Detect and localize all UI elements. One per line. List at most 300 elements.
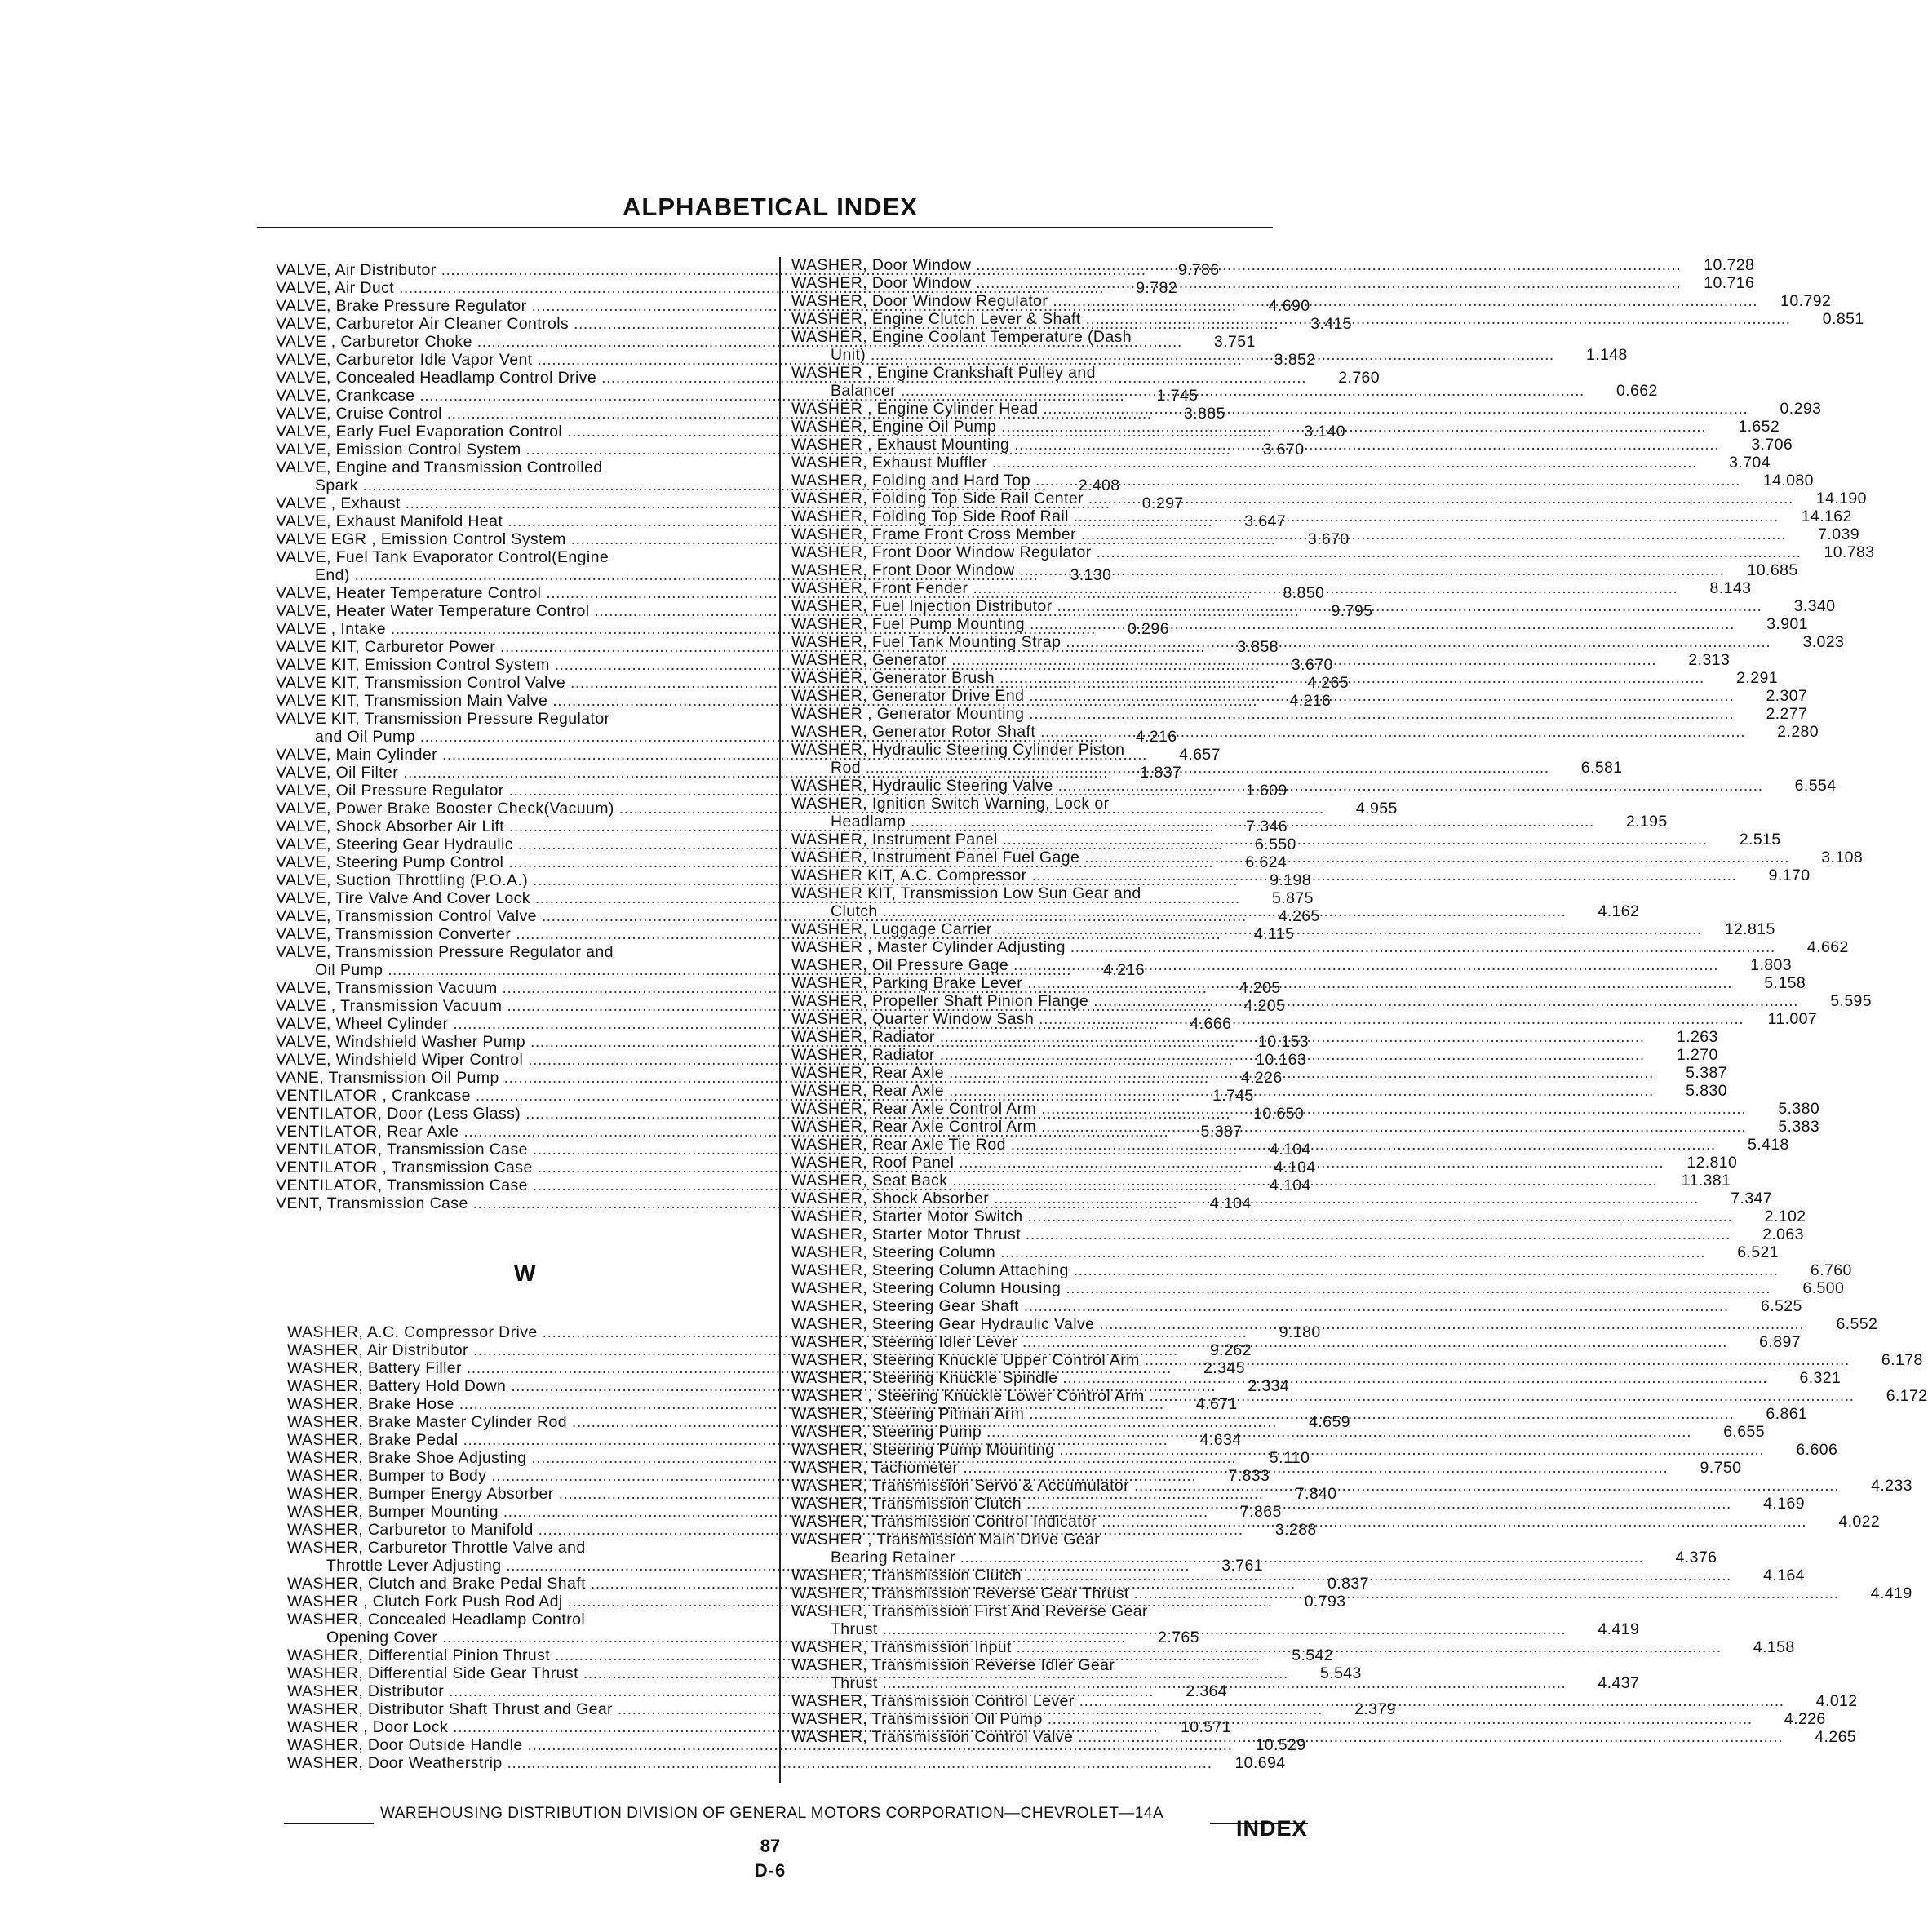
index-entry-name: VENTILATOR , Crankcase ..... (276, 1087, 1181, 1105)
index-entry-name: WASHER , Master Cylinder Adjusting ..... (791, 938, 1775, 956)
index-entry (791, 938, 1849, 956)
index-entry-name: WASHER, Engine Clutch Lever & Shaft ..... (791, 310, 1791, 328)
index-entry-page-ref: 4.671 (1195, 1395, 1238, 1413)
index-entry (791, 256, 1755, 274)
index-entry (791, 1225, 1804, 1243)
index-entry-name: WASHER, Bumper Mounting ..... (287, 1503, 1208, 1521)
page-number: 87 (760, 1836, 781, 1856)
index-entry-page-ref: 6.554 (1794, 777, 1837, 795)
index-entry-page-ref: 3.852 (1274, 351, 1316, 369)
index-entry-page-ref: 4.437 (1598, 1674, 1640, 1692)
index-entry-name-line2: Clutch ..... (791, 902, 1566, 920)
index-entry-name: WASHER, Bumper to Body ..... (287, 1467, 1196, 1485)
index-entry-name-line2: and Oil Pump ..... (276, 728, 1104, 746)
index-entry-page-ref: 5.542 (1292, 1646, 1334, 1664)
index-entry (791, 436, 1793, 454)
index-entry (791, 1333, 1801, 1351)
index-entry-page-ref: 7.840 (1295, 1485, 1337, 1503)
index-entry-page-ref: 10.650 (1253, 1105, 1305, 1123)
index-entry-name: VALVE, Steering Pump Control ..... (276, 853, 1213, 871)
index-entry-name: VALVE, Air Duct ..... (276, 279, 1104, 297)
index-entry (791, 1190, 1773, 1208)
footer-index-label: INDEX (1236, 1816, 1308, 1841)
index-entry-name: VENTILATOR , Transmission Case ..... (276, 1159, 1243, 1176)
index-entry (791, 1172, 1731, 1190)
index-entry-name: WASHER, Tachometer ..... (791, 1459, 1668, 1477)
index-entry-page-ref: 10.153 (1257, 1033, 1309, 1051)
index-entry-name-line2: Spark ..... (276, 476, 1047, 494)
index-entry-name-line1: WASHER KIT, Transmission Low Sun Gear and (791, 884, 1141, 902)
index-entry-name: WASHER , Generator Mounting ..... (791, 705, 1734, 723)
index-entry-page-ref: 3.901 (1766, 615, 1808, 633)
index-entry-page-ref: 6.521 (1737, 1243, 1780, 1261)
index-entry (791, 543, 1875, 561)
index-entry (791, 974, 1806, 992)
index-entry-name-line1: WASHER, Transmission First And Reverse Gear (791, 1602, 1148, 1620)
index-entry-name: WASHER, Transmission Clutch ..... (791, 1495, 1731, 1513)
index-entry-page-ref: 4.376 (1675, 1549, 1717, 1566)
index-entry-page-ref: 8.850 (1283, 584, 1325, 602)
index-entry (791, 1495, 1805, 1513)
index-entry-page-ref: 4.666 (1190, 1015, 1232, 1033)
index-entry-page-ref: 6.897 (1759, 1333, 1801, 1351)
index-entry-page-ref: 6.500 (1802, 1279, 1845, 1297)
index-entry (791, 1028, 1718, 1046)
index-entry-page-ref: 3.704 (1729, 454, 1771, 472)
index-entry-page-ref: 14.162 (1801, 507, 1852, 525)
index-entry-name: VALVE, Power Brake Booster Check(Vacuum) ..... (276, 800, 1324, 818)
index-entry-name: WASHER, Exhaust Muffler ..... (791, 454, 1697, 472)
index-entry-name: WASHER, Steering Column Housing ..... (791, 1279, 1771, 1297)
index-entry-name: WASHER, Generator Brush ..... (791, 669, 1704, 687)
index-entry-name: WASHER, Steering Pump Mounting ..... (791, 1441, 1764, 1459)
index-entry-page-ref: 4.690 (1268, 297, 1310, 315)
index-entry-page-ref: 10.783 (1824, 543, 1875, 561)
index-entry-page-ref: 1.803 (1750, 956, 1793, 974)
index-entry-page-ref: 1.148 (1585, 346, 1628, 364)
index-entry-page-ref: 4.022 (1838, 1513, 1881, 1531)
index-entry-page-ref: 1.263 (1676, 1028, 1718, 1046)
index-entry (791, 956, 1793, 974)
index-entry (791, 490, 1867, 507)
index-entry-name: WASHER, Folding Top Side Roof Rail ..... (791, 507, 1779, 525)
index-entry-name: VALVE KIT, Carburetor Power ..... (276, 638, 1205, 656)
index-entry-page-ref: 6.624 (1245, 853, 1288, 871)
index-entry-page-ref: 4.205 (1239, 979, 1281, 997)
index-entry-name-line1: WASHER, Hydraulic Steering Cylinder Piston (791, 741, 1125, 759)
index-entry-name: VANE, Transmission Oil Pump ..... (276, 1069, 1209, 1087)
index-entry-name: WASHER, Brake Hose ..... (287, 1395, 1164, 1413)
index-entry-name: WASHER, Differential Pinion Thrust ..... (287, 1646, 1260, 1664)
index-entry-name-line2: Thrust ..... (791, 1620, 1566, 1638)
index-entry-name-line1: WASHER, Carburetor Throttle Valve and (287, 1539, 586, 1557)
index-entry-name: VALVE, Main Cylinder ..... (276, 746, 1147, 764)
index-entry-name: WASHER, Starter Motor Switch ..... (791, 1208, 1732, 1225)
footer-text: WAREHOUSING DISTRIBUTION DIVISION OF GENERAL MOTORS CORPORATION—CHEVROLET—14A (380, 1805, 1164, 1822)
index-entry-name: WASHER , Engine Cylinder Head ..... (791, 400, 1748, 418)
index-entry-page-ref: 4.233 (1871, 1477, 1912, 1495)
index-entry-name: WASHER, Folding Top Side Rail Center ..... (791, 490, 1793, 507)
index-entry-page-ref: 3.751 (1213, 333, 1256, 351)
index-entry-name-line1: VALVE, Transmission Pressure Regulator and (276, 943, 614, 961)
index-entry-page-ref: 4.226 (1240, 1069, 1283, 1087)
index-entry-name: VALVE, Brake Pressure Regulator ..... (276, 297, 1236, 315)
index-entry-page-ref: 4.104 (1274, 1159, 1316, 1176)
index-entry-page-ref: 9.782 (1136, 279, 1177, 297)
index-entry-name: WASHER, Steering Pitman Arm ..... (791, 1405, 1734, 1423)
index-entry-page-ref: 5.383 (1778, 1118, 1820, 1136)
index-entry-name (791, 1602, 1566, 1638)
index-entry (791, 831, 1781, 849)
index-entry-page-ref: 4.226 (1784, 1710, 1826, 1728)
index-entry-name (791, 328, 1554, 364)
index-entry-page-ref: 3.647 (1244, 512, 1287, 530)
index-entry-page-ref: 4.104 (1209, 1194, 1252, 1212)
index-entry (791, 1064, 1727, 1082)
index-entry-page-ref: 2.379 (1354, 1700, 1396, 1718)
index-entry-page-ref: 6.172 (1886, 1387, 1928, 1405)
index-entry-page-ref: 5.387 (1686, 1064, 1727, 1082)
index-entry-name: WASHER, Generator Drive End ..... (791, 687, 1734, 705)
index-entry-name: WASHER KIT, A.C. Compressor ..... (791, 866, 1736, 884)
page-title: ALPHABETICAL INDEX (623, 193, 918, 221)
index-entry-page-ref: 3.761 (1221, 1557, 1264, 1575)
index-entry-name: WASHER, Starter Motor Thrust ..... (791, 1225, 1731, 1243)
index-entry-name: WASHER, Brake Pedal ..... (287, 1431, 1168, 1449)
index-entry-name: WASHER, Door Window Regulator ..... (791, 292, 1757, 310)
index-entry (791, 1082, 1727, 1100)
index-entry-page-ref: 3.670 (1291, 656, 1333, 674)
index-entry-page-ref: 5.158 (1764, 974, 1806, 992)
index-entry-page-ref: 3.706 (1751, 436, 1793, 454)
index-entry-name: WASHER, Rear Axle ..... (791, 1064, 1654, 1082)
index-entry-name: WASHER , Exhaust Mounting ..... (791, 436, 1719, 454)
index-entry-page-ref: 5.110 (1269, 1449, 1310, 1467)
index-entry-name: VALVE, Suction Throttling (P.O.A.) ..... (276, 871, 1238, 889)
index-entry-page-ref: 3.670 (1262, 441, 1305, 459)
index-entry-name: WASHER, Door Weatherstrip ..... (287, 1754, 1212, 1772)
index-entry-page-ref: 4.265 (1279, 907, 1320, 925)
index-entry-page-ref: 10.694 (1234, 1754, 1286, 1772)
index-entry (791, 1387, 1928, 1405)
index-entry-page-ref: 1.652 (1738, 418, 1780, 436)
index-entry (791, 1531, 1717, 1566)
index-entry-page-ref: 7.039 (1818, 525, 1859, 543)
index-entry-name-line2: Oil Pump ..... (276, 961, 1071, 979)
index-entry-page-ref: 3.885 (1183, 405, 1225, 423)
index-entry-name: WASHER, Transmission Control Indicator ..... (791, 1513, 1806, 1531)
index-entry-page-ref: 0.297 (1141, 494, 1184, 512)
index-entry-name: VALVE, Heater Water Temperature Control ..... (276, 602, 1299, 620)
index-entry-name: VALVE, Transmission Control Valve ..... (276, 907, 1247, 925)
index-entry-name: WASHER, Door Window ..... (791, 274, 1681, 292)
index-entry-page-ref: 5.830 (1686, 1082, 1727, 1100)
index-entry-page-ref: 8.143 (1709, 579, 1752, 597)
index-entry-page-ref: 2.765 (1158, 1628, 1199, 1646)
index-entry-page-ref: 2.291 (1736, 669, 1778, 687)
index-entry-name: WASHER, Rear Axle Control Arm ..... (791, 1100, 1746, 1118)
index-entry-name: VALVE, Transmission Vacuum ..... (276, 979, 1208, 997)
index-entry-name: WASHER, Steering Pump ..... (791, 1423, 1691, 1441)
index-entry (791, 705, 1808, 723)
index-entry-name-line2: Opening Cover ..... (287, 1628, 1126, 1646)
index-entry-page-ref: 6.550 (1255, 835, 1296, 853)
index-entry-name: VALVE KIT, Transmission Control Valve ..... (276, 674, 1275, 692)
index-entry-name: WASHER, Frame Front Cross Member ..... (791, 525, 1786, 543)
index-entry-page-ref: 7.833 (1228, 1467, 1270, 1485)
index-entry-page-ref: 3.023 (1802, 633, 1845, 651)
index-entry-name-line1: WASHER, Engine Coolant Temperature (Dash (791, 328, 1132, 346)
index-entry-name: WASHER, Carburetor to Manifold ..... (287, 1521, 1243, 1539)
index-entry-name: WASHER, Engine Oil Pump ..... (791, 418, 1706, 436)
index-entry-name: VALVE, Heater Temperature Control ..... (276, 584, 1251, 602)
index-entry-name: VALVE, Early Fuel Evaporation Control ..... (276, 423, 1272, 441)
index-entry-name: WASHER, Folding and Hard Top ..... (791, 472, 1740, 490)
index-entry-name: VALVE KIT, Transmission Main Valve ..... (276, 692, 1257, 710)
index-entry (791, 723, 1819, 741)
index-entry-name: WASHER, Clutch and Brake Pedal Shaft ..... (287, 1575, 1296, 1593)
index-entry-name-line1: WASHER, Transmission Reverse Idler Gear (791, 1656, 1115, 1674)
index-entry-name: WASHER , Steering Knuckle Lower Control Arm ..... (791, 1387, 1855, 1405)
index-entry-page-ref: 4.216 (1289, 692, 1332, 710)
index-entry-page-ref: 7.346 (1246, 818, 1288, 835)
index-entry-page-ref: 3.415 (1310, 315, 1353, 333)
index-entry-name: WASHER, Transmission Input ..... (791, 1638, 1722, 1656)
title-rule (257, 227, 1273, 228)
column-divider (779, 257, 781, 1783)
index-entry-page-ref: 2.280 (1777, 723, 1819, 741)
index-entry-name: WASHER, Fuel Pump Mounting ..... (791, 615, 1735, 633)
index-entry-name: WASHER, Transmission Reverse Gear Thrust ..... (791, 1584, 1839, 1602)
index-entry-name: WASHER, Radiator ..... (791, 1028, 1645, 1046)
index-entry-name-line2: Thrust ..... (791, 1674, 1566, 1692)
index-entry-page-ref: 5.595 (1830, 992, 1873, 1010)
index-entry-name: VALVE, Air Distributor ..... (276, 261, 1146, 279)
index-entry-page-ref: 4.657 (1179, 746, 1221, 764)
index-entry-name: WASHER, Quarter Window Sash ..... (791, 1010, 1744, 1028)
index-entry (791, 1010, 1818, 1028)
index-entry-page-ref: 10.163 (1256, 1051, 1307, 1069)
index-entry-name-line1: WASHER, Concealed Headlamp Control (287, 1611, 586, 1628)
index-entry (791, 1136, 1789, 1154)
index-entry-name: WASHER, Distributor ..... (287, 1682, 1154, 1700)
index-entry (791, 274, 1755, 292)
index-entry-page-ref: 2.313 (1688, 651, 1731, 669)
index-entry-page-ref: 12.815 (1724, 920, 1775, 938)
index-entry (791, 1297, 1802, 1315)
index-entry (791, 1208, 1806, 1225)
index-entry (791, 454, 1771, 472)
index-entry (791, 400, 1822, 418)
index-entry (791, 1423, 1765, 1441)
index-entry (791, 777, 1837, 795)
index-entry-name: WASHER, Steering Knuckle Spindle ..... (791, 1369, 1767, 1387)
index-entry-page-ref: 0.296 (1128, 620, 1169, 638)
index-entry-page-ref: 5.875 (1272, 889, 1314, 907)
index-entry-page-ref: 2.515 (1739, 831, 1781, 849)
index-entry-name: WASHER, Rear Axle Tie Rod ..... (791, 1136, 1716, 1154)
index-entry (791, 1728, 1857, 1746)
index-entry-name: VENTILATOR, Door (Less Glass) ..... (276, 1105, 1230, 1123)
index-entry-name: WASHER, Shock Absorber ..... (791, 1190, 1699, 1208)
index-entry-page-ref: 7.347 (1731, 1190, 1773, 1208)
index-entry-name: WASHER, Fuel Tank Mounting Strap ..... (791, 633, 1771, 651)
index-entry-name: VENTILATOR, Transmission Case ..... (276, 1141, 1238, 1159)
index-entry (791, 866, 1811, 884)
index-entry-name: WASHER, Transmission Oil Pump ..... (791, 1710, 1753, 1728)
index-entry-name-line2: End) ..... (276, 566, 1038, 584)
index-entry-name: WASHER, A.C. Compressor Drive ..... (287, 1323, 1248, 1341)
index-entry-name: VALVE EGR , Emission Control System ..... (276, 530, 1276, 548)
index-entry (791, 1100, 1820, 1118)
index-entry-page-ref: 0.837 (1327, 1575, 1369, 1593)
index-entry-name-line1: VALVE KIT, Transmission Pressure Regulator (276, 710, 610, 728)
index-entry (791, 1279, 1845, 1297)
index-entry-page-ref: 4.659 (1309, 1413, 1350, 1431)
index-entry-page-ref: 5.387 (1200, 1123, 1243, 1141)
index-entry-name (791, 741, 1549, 777)
index-entry-page-ref: 0.662 (1616, 382, 1658, 400)
index-entry-name: WASHER, Transmission Control Valve ..... (791, 1728, 1783, 1746)
index-entry-page-ref: 9.262 (1210, 1341, 1252, 1359)
index-entry-name: VALVE, Carburetor Idle Vapor Vent ..... (276, 351, 1242, 369)
index-entry-page-ref: 2.063 (1762, 1225, 1804, 1243)
index-entry-page-ref: 3.340 (1793, 597, 1836, 615)
index-entry-name: WASHER, Battery Hold Down ..... (287, 1377, 1216, 1395)
index-entry-name: WASHER, Distributor Shaft Thrust and Gear ..... (287, 1700, 1323, 1718)
index-entry-name: WASHER, Steering Idler Lever ..... (791, 1333, 1727, 1351)
index-entry-name: VALVE, Shock Absorber Air Lift ..... (276, 818, 1214, 835)
index-entry-name-line1: WASHER , Transmission Main Drive Gear (791, 1531, 1101, 1549)
index-entry-name: WASHER, Steering Column Attaching ..... (791, 1261, 1779, 1279)
index-entry-name: VALVE, Cruise Control ..... (276, 405, 1152, 423)
index-entry-name: WASHER, Transmission Servo & Accumulator ..... (791, 1477, 1839, 1495)
index-entry-name: WASHER, Generator Rotor Shaft ..... (791, 723, 1745, 741)
index-entry-name-line2: Bearing Retainer ..... (791, 1549, 1643, 1566)
index-entry-name: WASHER, Parking Brake Lever ..... (791, 974, 1732, 992)
index-entry-name-line1: VALVE, Fuel Tank Evaporator Control(Engine (276, 548, 609, 566)
index-entry-name: WASHER, Steering Gear Hydraulic Valve ..... (791, 1315, 1804, 1333)
index-entry (791, 1046, 1718, 1064)
index-entry-page-ref: 0.851 (1822, 310, 1864, 328)
index-entry-name: VALVE , Intake ..... (276, 620, 1096, 638)
index-entry-page-ref: 12.810 (1686, 1154, 1738, 1172)
index-entry-name-line1: WASHER, Ignition Switch Warning, Lock or (791, 795, 1110, 813)
index-entry-name: WASHER, Differential Side Gear Thrust ..... (287, 1664, 1288, 1682)
index-entry-name: VENT, Transmission Case ..... (276, 1194, 1178, 1212)
index-entry-page-ref: 14.080 (1762, 472, 1814, 490)
index-entry-page-ref: 1.609 (1245, 782, 1288, 800)
index-entry-page-ref: 2.334 (1248, 1377, 1290, 1395)
index-entry-name: VALVE, Steering Gear Hydraulic ..... (276, 835, 1223, 853)
index-entry-name: VALVE, Transmission Converter ..... (276, 925, 1221, 943)
index-entry-page-ref: 6.321 (1799, 1369, 1842, 1387)
index-entry-name: WASHER, Propeller Shaft Pinion Flange ..... (791, 992, 1798, 1010)
index-entry (791, 472, 1814, 490)
index-entry-page-ref: 6.552 (1836, 1315, 1878, 1333)
index-entry (287, 1754, 1286, 1772)
index-entry-page-ref: 4.634 (1199, 1431, 1242, 1449)
index-entry-page-ref: 4.216 (1135, 728, 1177, 746)
index-entry-name: VALVE KIT, Emission Control System ..... (276, 656, 1260, 674)
index-entry-name-line2: Rod ..... (791, 759, 1549, 777)
index-entry-page-ref: 1.745 (1212, 1087, 1254, 1105)
index-entry-page-ref: 3.140 (1304, 423, 1346, 441)
index-entry-page-ref: 3.130 (1070, 566, 1112, 584)
index-entry-page-ref: 4.419 (1870, 1584, 1912, 1602)
index-entry (791, 1261, 1852, 1279)
index-entry-name: WASHER , Clutch Fork Push Rod Adj ..... (287, 1593, 1273, 1611)
index-entry-name: VALVE, Concealed Headlamp Control Drive ..... (276, 369, 1306, 387)
index-entry-page-ref: 9.198 (1270, 871, 1312, 889)
index-entry (791, 1351, 1923, 1369)
index-entry-name-line1: WASHER , Engine Crankshaft Pulley and (791, 364, 1096, 382)
index-entry-page-ref: 4.216 (1103, 961, 1145, 979)
index-entry-page-ref: 2.364 (1186, 1682, 1228, 1700)
index-entry-name: VALVE , Transmission Vacuum ..... (276, 997, 1212, 1015)
index-entry-name: WASHER, Steering Gear Shaft ..... (791, 1297, 1729, 1315)
index-entry-name (791, 1531, 1643, 1566)
index-entry-page-ref: 3.858 (1237, 638, 1279, 656)
index-entry (791, 615, 1808, 633)
index-entry-name: WASHER, Generator ..... (791, 651, 1656, 669)
index-entry-page-ref: 1.270 (1676, 1046, 1718, 1064)
index-entry-page-ref: 10.716 (1704, 274, 1755, 292)
index-entry-name-line2: Balancer ..... (791, 382, 1585, 400)
index-entry-name: WASHER, Oil Pressure Gage ..... (791, 956, 1718, 974)
index-entry-name: WASHER, Instrument Panel Fuel Gage ..... (791, 849, 1789, 866)
index-entry-name: WASHER, Steering Knuckle Upper Control Arm ..... (791, 1351, 1850, 1369)
index-entry-page-ref: 6.655 (1723, 1423, 1765, 1441)
index-entry (791, 849, 1864, 866)
index-entry-page-ref: 6.178 (1881, 1351, 1923, 1369)
index-entry-page-ref: 3.288 (1274, 1521, 1317, 1539)
index-entry-name: VALVE , Carburetor Choke ..... (276, 333, 1182, 351)
index-entry-page-ref: 4.012 (1815, 1692, 1858, 1710)
index-entry-name: WASHER, Front Fender ..... (791, 579, 1678, 597)
index-entry-name: WASHER, Roof Panel ..... (791, 1154, 1664, 1172)
index-entry-page-ref: 4.104 (1269, 1141, 1311, 1159)
index-entry-name: VALVE, Exhaust Manifold Heat ..... (276, 512, 1212, 530)
index-entry-page-ref: 3.670 (1307, 530, 1350, 548)
index-entry-name: WASHER, Transmission Control Lever ..... (791, 1692, 1784, 1710)
index-entry-page-ref: 5.418 (1747, 1136, 1789, 1154)
index-entry-page-ref: 10.685 (1747, 561, 1798, 579)
index-entry-page-ref: 11.007 (1767, 1010, 1818, 1028)
index-entry-page-ref: 6.581 (1580, 759, 1623, 777)
index-entry-page-ref: 4.205 (1243, 997, 1286, 1015)
index-entry-page-ref: 4.265 (1815, 1728, 1857, 1746)
index-entry (791, 561, 1798, 579)
index-entry-name: VALVE , Exhaust ..... (276, 494, 1110, 512)
index-entry-page-ref: 4.162 (1598, 902, 1640, 920)
index-entry-name: VENTILATOR, Rear Axle ..... (276, 1123, 1168, 1141)
index-entry-page-ref: 6.760 (1810, 1261, 1852, 1279)
index-entry-page-ref: 9.795 (1331, 602, 1373, 620)
section-letter: W (514, 1261, 536, 1286)
index-entry-page-ref: 1.837 (1140, 764, 1182, 782)
index-entry-page-ref: 10.529 (1255, 1736, 1306, 1754)
index-entry-page-ref: 9.170 (1768, 866, 1811, 884)
index-entry-page-ref: 4.158 (1753, 1638, 1795, 1656)
index-entry-name: WASHER, Brake Shoe Adjusting ..... (287, 1449, 1236, 1467)
index-entry-page-ref: 11.381 (1681, 1172, 1731, 1190)
index-entry-name: VALVE, Emission Control System ..... (276, 441, 1231, 459)
index-entry-page-ref: 3.108 (1821, 849, 1864, 866)
index-entry-name: VALVE, Windshield Washer Pump ..... (276, 1033, 1235, 1051)
index-entry-page-ref: 2.195 (1625, 813, 1668, 831)
index-entry-page-ref: 4.169 (1763, 1495, 1805, 1513)
